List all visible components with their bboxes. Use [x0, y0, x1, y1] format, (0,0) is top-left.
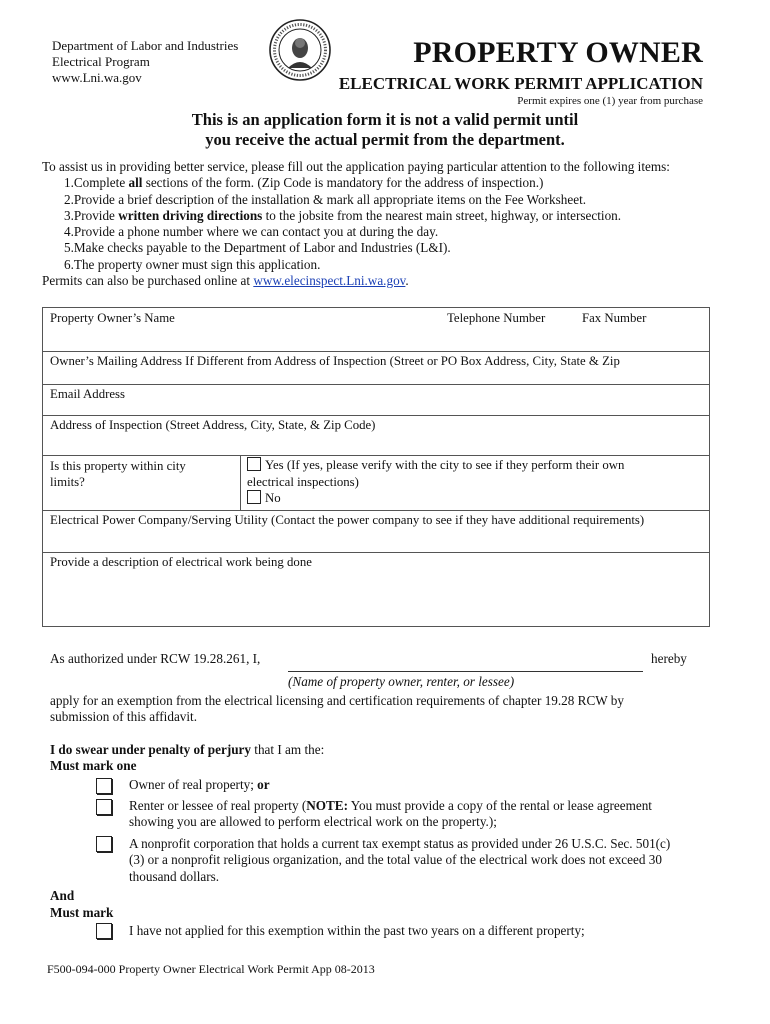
email-field[interactable] — [43, 384, 709, 416]
owner-name-row[interactable] — [43, 308, 709, 352]
form-number-footer: F500-094-000 Property Owner Electrical Work Permit App 08-2013 — [47, 962, 375, 976]
name-signature-field[interactable] — [288, 671, 643, 672]
email-label: Email Address — [50, 387, 125, 401]
name-caption: (Name of property owner, renter, or lessee) — [288, 674, 515, 689]
must-mark-one-label: Must mark one — [50, 758, 137, 773]
list-item: 1.Complete all sections of the form. (Zip Code is mandatory for the address of inspection.) — [64, 175, 544, 191]
department-name: Department of Labor and Industries — [52, 38, 239, 53]
list-item: 3.Provide written driving directions to the jobsite from the nearest main street, highway, or intersection. — [64, 207, 622, 223]
owner-option: Owner of real property; or — [129, 777, 270, 792]
telephone-label: Telephone Number — [447, 311, 546, 325]
prior-exemption-option: I have not applied for this exemption within the past two years on a different property; — [129, 923, 585, 938]
divider — [240, 455, 241, 510]
fax-label: Fax Number — [582, 311, 647, 325]
state-seal-icon — [268, 18, 332, 82]
online-permit-link[interactable]: www.elecinspect.Lni.wa.gov — [253, 273, 406, 289]
list-item: 5.Make checks payable to the Department of Labor and Industries (L&I). — [64, 240, 451, 256]
mailing-address-field[interactable] — [43, 351, 709, 385]
nonprofit-option: A nonprofit corporation that holds a current tax exempt status as provided under 26 U.S.C. Sec. 501(c) (3) or a nonprofit religious organization, and the total value of the electrical work does not exceed 30 thousand dollars. — [129, 836, 671, 884]
perjury-statement: I do swear under penalty of perjury that I am the: — [50, 742, 325, 757]
city-limits-question: Is this property within city limits? — [50, 459, 186, 489]
owner-name-label: Property Owner’s Name — [50, 311, 175, 325]
instructions-lead: To assist us in providing better service, please fill out the application paying particular attention to the following items: — [42, 159, 670, 174]
city-limits-yes-checkbox[interactable] — [247, 457, 261, 471]
nonprofit-checkbox[interactable] — [96, 836, 112, 852]
form-title: PROPERTY OWNER — [413, 36, 703, 69]
hereby-text: hereby — [651, 651, 687, 666]
prior-exemption-checkbox[interactable] — [96, 923, 112, 939]
renter-checkbox[interactable] — [96, 799, 112, 815]
program-name: Electrical Program — [52, 54, 150, 69]
list-item: 2.Provide a brief description of the installation & mark all appropriate items on the Fee Worksheet. — [64, 191, 587, 207]
list-item: 4.Provide a phone number where we can contact you at during the day. — [64, 224, 439, 240]
exemption-statement: apply for an exemption from the electrical licensing and certification requirements of chapter 19.28 RCW by submission of this affidavit. — [50, 693, 624, 725]
application-form — [42, 307, 710, 627]
and-label: And — [50, 888, 75, 903]
owner-checkbox[interactable] — [96, 778, 112, 794]
validity-notice: This is an application form it is not a valid permit until you receive the actual permit from the department. — [191, 110, 579, 149]
city-limits-no-checkbox[interactable] — [247, 490, 261, 504]
city-limits-options — [247, 457, 624, 507]
work-description-field[interactable] — [43, 552, 709, 627]
must-mark-label: Must mark — [50, 905, 114, 920]
instructions — [42, 159, 670, 289]
authorized-text: As authorized under RCW 19.28.261, I, — [50, 651, 261, 666]
renter-option: Renter or lessee of real property (NOTE: You must provide a copy of the rental or lease agreement showing you are allowed to perform electrical work on the property.); — [129, 798, 652, 830]
no-label: No — [265, 491, 281, 505]
work-description-label: Provide a description of electrical work being done — [50, 555, 312, 569]
utility-field[interactable] — [43, 510, 709, 553]
city-limits-row — [43, 455, 709, 511]
instruction-list — [42, 175, 670, 273]
website: www.Lni.wa.gov — [52, 70, 142, 85]
utility-label: Electrical Power Company/Serving Utility (Contact the power company to see if they have additional requirements) — [50, 513, 645, 527]
yes-label-cont: electrical inspections) — [247, 474, 359, 489]
department-block — [52, 38, 238, 86]
form-subtitle: ELECTRICAL WORK PERMIT APPLICATION — [338, 74, 703, 93]
inspection-address-field[interactable] — [43, 415, 709, 456]
permit-expiration-note: Permit expires one (1) year from purchase — [517, 95, 703, 107]
yes-label: Yes (If yes, please verify with the city to see if they perform their own — [265, 458, 625, 472]
mailing-address-label: Owner’s Mailing Address If Different from Address of Inspection (Street or PO Box Address, City, State & Zip — [50, 354, 620, 368]
online-purchase-note: Permits can also be purchased online at www.elecinspect.Lni.wa.gov. — [42, 273, 409, 289]
list-item: 6.The property owner must sign this application. — [64, 256, 321, 272]
inspection-address-label: Address of Inspection (Street Address, City, State, & Zip Code) — [50, 418, 376, 432]
